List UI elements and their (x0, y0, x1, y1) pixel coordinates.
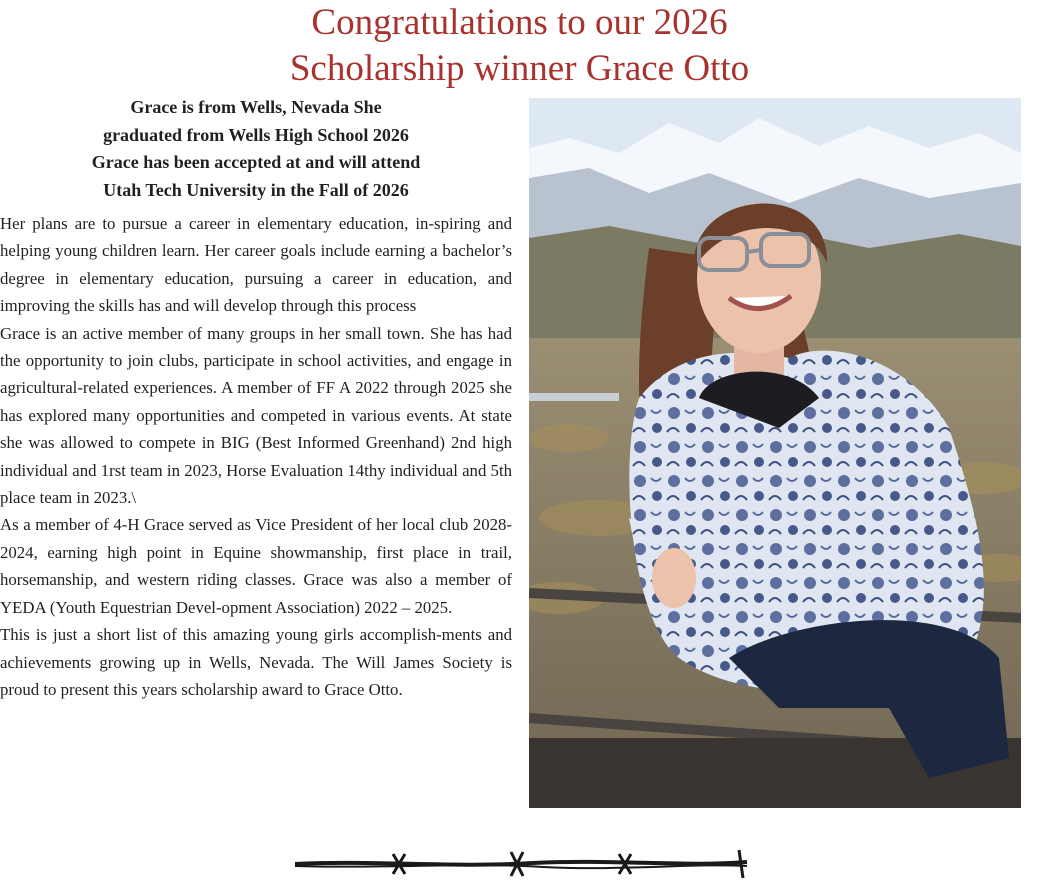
intro-block (0, 94, 512, 204)
intro-line-3: Grace has been accepted at and will attend (91, 152, 421, 172)
intro-line-1: Grace is from Wells, Nevada She (130, 97, 382, 117)
paragraph-career: Her plans are to pursue a career in elementary education, in-spiring and helping young children learn. Her career goals include earning a bachelor’s degree in elementary education, pursuing a career in education, and improving the skills has and will develop through this process (0, 214, 512, 316)
title-line-1: Congratulations to our 2026 (311, 2, 728, 43)
intro-line-2: graduated from Wells High School 2026 (103, 124, 409, 145)
title-line-2: Scholarship winner Grace Otto (289, 48, 750, 89)
article-body (0, 210, 512, 703)
paragraph-4h: As a member of 4-H Grace served as Vice President of her local club 2028-2024, earning high point in Equine showmanship, first place in trail, horsemanship, and western riding classes. Grace was also a member of YEDA (Youth Equestrian Devel-opment Association) 2022 – 2025. (0, 515, 512, 617)
intro-line-4: Utah Tech University in the Fall of 2026 (103, 179, 409, 200)
barbed-wire-icon (293, 846, 749, 882)
portrait-photo (529, 98, 1021, 808)
paragraph-ffa: Grace is an active member of many groups in her small town. She has had the opportunity to join clubs, participate in school activities, and engage in agricultural-related experiences. A member of FF A 2022 through 2025 she has explored many opportunities and competed in various events. At state she was allowed to compete in BIG (Best Informed Greenhand) 2nd high individual and 1rst team in 2023, Horse Evaluation 14thy individual and 5th place team in 2023.\ (0, 323, 512, 508)
page-title (0, 0, 1039, 92)
paragraph-closing: This is just a short list of this amazing young girls accomplish-ments and achievements growing up in Wells, Nevada. The Will James Society is proud to present this years scholarship award to Grace Otto. (0, 625, 512, 699)
portrait-illustration (529, 98, 1021, 808)
barbed-wire-divider (293, 846, 749, 882)
